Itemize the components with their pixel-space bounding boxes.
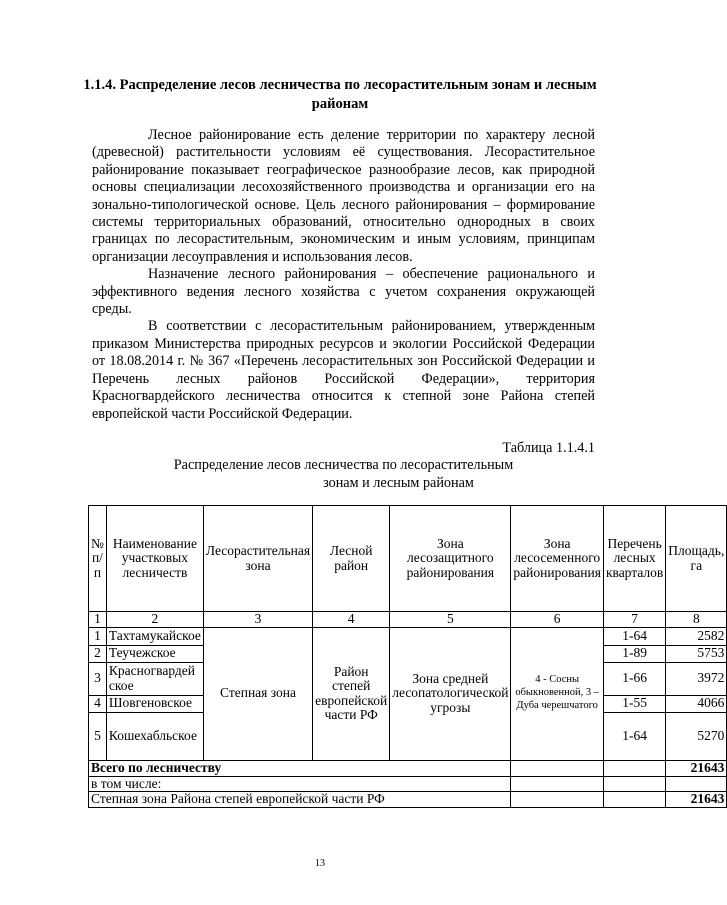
paragraph-1: Лесное районирование есть деление территории по характеру лесной (древесной) растительности условиям её существования. Лесорастительное районирование показывает географическое разнообразие лесов, как природной основы специализации лесохозяйственного производства и организации его на зонально-типологической основе. Цель лесного районирования – формирование системы территориальных образований, относительно однородных в своих границах по лесорастительным, экономическим и иным условиям, принципам организации лесоуправления и использования лесов. bbox=[92, 127, 595, 265]
row-area: 4066 bbox=[666, 695, 727, 712]
forest-distribution-table bbox=[88, 505, 727, 808]
col-num-3: 3 bbox=[203, 612, 312, 628]
column-number-row bbox=[89, 612, 727, 628]
seed-zone-cell: 4 - Сосны обыкновенной, 3 – Дуба черешчатого bbox=[511, 627, 604, 760]
header-area: Площадь, га bbox=[666, 506, 727, 612]
header-quarters: Перечень лесных кварталов bbox=[603, 506, 665, 612]
row-quarters: 1-64 bbox=[603, 627, 665, 645]
col-num-6: 6 bbox=[511, 612, 604, 628]
table-number: Таблица 1.1.4.1 bbox=[502, 440, 595, 456]
header-number: № п/п bbox=[89, 506, 107, 612]
paragraph-2: Назначение лесного районирования – обеспечение рационального и эффективного ведения лесного хозяйства с учетом сохранения окружающей среды. bbox=[92, 266, 595, 318]
protection-zone-cell: Зона средней лесопатологической угрозы bbox=[390, 627, 511, 760]
col-num-4: 4 bbox=[313, 612, 390, 628]
table-title-line-1: Распределение лесов лесничества по лесорастительным bbox=[173, 457, 514, 473]
col-num-7: 7 bbox=[603, 612, 665, 628]
district-cell: Район степей европейской части РФ bbox=[313, 627, 390, 760]
row-name: Тахтамукайское bbox=[106, 627, 203, 645]
row-quarters: 1-89 bbox=[603, 645, 665, 662]
paragraph-3: В соответствии с лесорастительным районированием, утвержденным приказом Министерства природных ресурсов и экологии Российской Федерации от 18.08.2014 г. № 367 «Перечень лесорастительных зон Российской Федерации и Перечень лесных районов Российской Федерации», территория Красногвардейского лесничества относится к степной зоне Района степей европейской части Российской Федерации. bbox=[92, 318, 595, 422]
including-row bbox=[89, 776, 727, 792]
header-zone: Лесорастительная зона bbox=[203, 506, 312, 612]
row-number: 1 bbox=[89, 627, 107, 645]
col-num-8: 8 bbox=[666, 612, 727, 628]
row-number: 4 bbox=[89, 695, 107, 712]
col-num-2: 2 bbox=[106, 612, 203, 628]
row-number: 2 bbox=[89, 645, 107, 662]
row-name: Теучежское bbox=[106, 645, 203, 662]
zone-cell: Степная зона bbox=[203, 627, 312, 760]
table-title-line-2: зонам и лесным районам bbox=[323, 474, 474, 491]
header-protection-zone: Зона лесозащитного районирования bbox=[390, 506, 511, 612]
row-quarters: 1-64 bbox=[603, 712, 665, 760]
body-text bbox=[92, 127, 595, 423]
row-quarters: 1-66 bbox=[603, 662, 665, 695]
row-quarters: 1-55 bbox=[603, 695, 665, 712]
row-area: 5753 bbox=[666, 645, 727, 662]
section-heading: 1.1.4. Распределение лесов лесничества по лесорастительным зонам и лесным районам bbox=[83, 77, 597, 112]
row-area: 2582 bbox=[666, 627, 727, 645]
table-header-row bbox=[89, 506, 727, 612]
row-name: Шовгеновское bbox=[106, 695, 203, 712]
total-row bbox=[89, 760, 727, 776]
header-name: Наименование участковых лесничеств bbox=[106, 506, 203, 612]
total-value: 21643 bbox=[666, 760, 727, 776]
steppe-value: 21643 bbox=[666, 792, 727, 808]
row-number: 3 bbox=[89, 662, 107, 695]
row-name: Кошехабльское bbox=[106, 712, 203, 760]
table-title bbox=[92, 457, 595, 492]
row-number: 5 bbox=[89, 712, 107, 760]
row-area: 5270 bbox=[666, 712, 727, 760]
steppe-row bbox=[89, 792, 727, 808]
row-name: Красногвардейское bbox=[106, 662, 203, 695]
col-num-1: 1 bbox=[89, 612, 107, 628]
page-number: 13 bbox=[315, 858, 325, 869]
row-area: 3972 bbox=[666, 662, 727, 695]
table-row bbox=[89, 627, 727, 645]
total-label: Всего по лесничеству bbox=[89, 760, 511, 776]
header-seed-zone: Зона лесосеменного районирования bbox=[511, 506, 604, 612]
header-district: Лесной район bbox=[313, 506, 390, 612]
steppe-label: Степная зона Района степей европейской части РФ bbox=[89, 792, 511, 808]
including-label: в том числе: bbox=[89, 776, 511, 792]
col-num-5: 5 bbox=[390, 612, 511, 628]
